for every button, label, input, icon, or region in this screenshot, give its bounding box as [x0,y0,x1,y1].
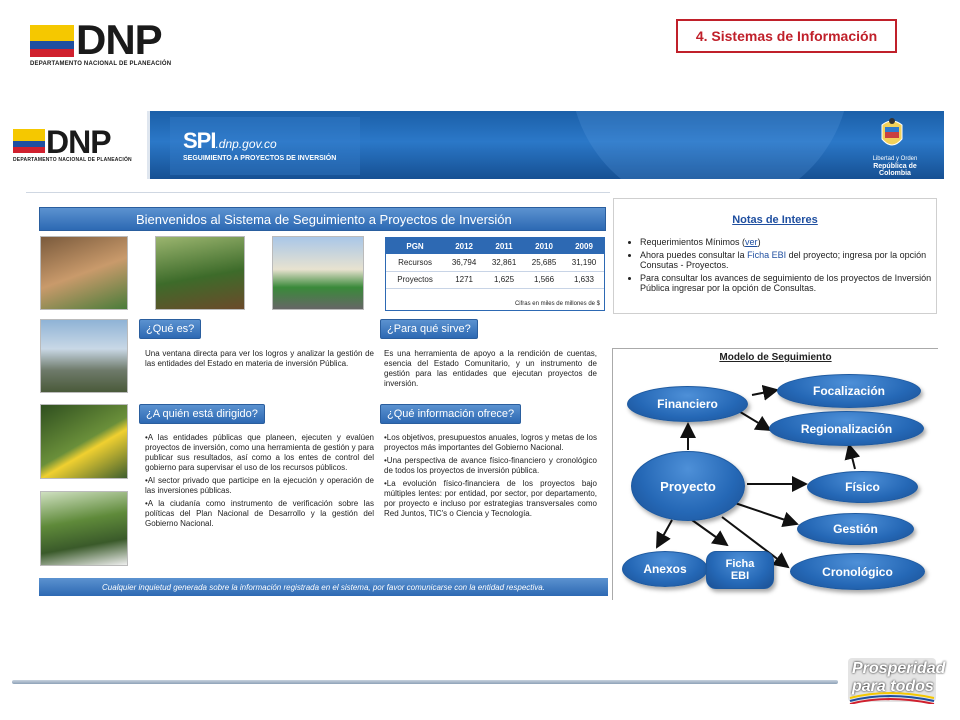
notas-panel [613,198,937,314]
colombia-flag-icon [30,25,74,57]
stats-header: PGN [386,238,444,254]
stats-cell: 1,633 [564,271,604,288]
coat-caption-1: Libertad y Orden [872,156,918,162]
notas-item-text: Requerimientos Mínimos ( [640,237,746,247]
coat-caption [860,156,930,177]
stats-cell: 31,190 [564,254,604,271]
coat-caption-2: República de Colombia [873,163,917,177]
welcome-title: Bienvenidos al Sistema de Seguimiento a Proyectos de Inversión [39,207,606,231]
stats-cell: 36,794 [444,254,484,271]
coat-of-arms-icon [877,117,907,153]
list-item: •Los objetivos, presupuestos anuales, logros y metas de los proyectos más importantes del Gobierno Nacional. [384,433,597,452]
modelo-title: Modelo de Seguimiento [719,352,832,363]
ficha-ebi-link[interactable]: Ficha EBI [747,249,787,260]
stats-cell: Proyectos [386,271,444,288]
node-ficha-ebi[interactable]: Ficha EBI [706,551,774,589]
spi-text: SPI [183,128,216,153]
node-cronologico[interactable]: Cronológico [790,553,925,590]
spi-title [183,128,277,154]
que-info-heading: ¿Qué información ofrece? [380,404,521,424]
notas-title[interactable]: Notas de Interes [732,214,818,226]
stats-header: 2012 [444,238,484,254]
node-fisico[interactable]: Físico [807,471,918,503]
list-item: •La evolución físico-financiera de los proyectos bajo múltiples lentes: por entidad, por sector, por departamento, por proyecto e incluso por estrategias transversales como Red Juntos, TIC's o Ciencia y Tecnología. [384,479,597,518]
family-photo [40,236,128,310]
stats-cell: 32,861 [484,254,524,271]
notas-item [640,237,932,248]
stats-cell: 1271 [444,271,484,288]
que-es-heading: ¿Qué es? [139,319,201,339]
dnp-subtitle: DEPARTAMENTO NACIONAL DE PLANEACIÓN [30,61,172,67]
node-focalizacion[interactable]: Focalización [777,374,921,408]
notas-item-text: del proyecto; ingresa por la opción Consutas - Proyectos. [640,249,927,270]
table-row [386,271,604,288]
ver-link[interactable]: ver [745,237,758,247]
dnp-wordmark: DNP [76,16,162,63]
para-que-heading: ¿Para qué sirve? [380,319,478,339]
brand-line-1: Prosperidad [852,660,946,677]
list-item: •A las entidades públicas que planeen, ejecuten y evalúen proyectos de inversión, como una herramienta de gestión y para publicar sus resultados, así como a los entes de control del gobierno para supervisar el uso de los recursos públicos. [145,433,374,472]
list-item: •A la ciudanía como instrumento de verificación sobre las políticas del Plan Nacional de Desarrollo y la gestión del Gobierno Nacional. [145,499,374,528]
table-row [386,254,604,271]
bus-photo [272,236,364,310]
farmers-photo [155,236,245,310]
spi-subtitle: SEGUIMIENTO A PROYECTOS DE INVERSIÓN [183,155,337,162]
pgn-stats-table [385,237,605,311]
banner-dnp-wordmark: DNP [46,124,111,160]
pipeline-photo [40,404,128,479]
contact-footer: Cualquier inquietud generada sobre la información registrada en el sistema, por favor comunicarse con la entidad respectiva. [39,578,608,596]
que-es-text: Una ventana directa para ver los logros y analizar la gestión de las entidades del Estado en materia de inversión Pública. [145,349,374,368]
node-proyecto[interactable]: Proyecto [631,451,745,521]
banner-flag-icon [13,129,45,153]
spi-domain: .dnp.gov.co [215,137,277,151]
stats-header: 2011 [484,238,524,254]
brand-line-2: para todos [852,678,934,695]
section-label: 4. Sistemas de Información [676,19,897,53]
banner-dnp-subtitle: DEPARTAMENTO NACIONAL DE PLANEACIÓN [13,157,132,163]
notas-item-text: ) [757,237,761,247]
node-financiero[interactable]: Financiero [627,386,748,422]
stats-header: 2010 [524,238,564,254]
node-gestion[interactable]: Gestión [797,513,914,545]
bottom-divider [12,680,838,684]
worker-photo [40,491,128,566]
para-que-text: Es una herramienta de apoyo a la rendición de cuentas, esencia del Estado Comunitario, y un instrumento de gestión para las entidades que ejecutan proyectos de inversión. [384,349,597,388]
stats-cell: 1,566 [524,271,564,288]
node-anexos[interactable]: Anexos [622,551,708,587]
list-item: •Al sector privado que participe en la ejecución y operación de las inversiones públicas. [145,476,374,495]
stats-cell: 1,625 [484,271,524,288]
notas-item: • Para consultar los avances de seguimiento de los proyectos de Inversión Pública ingresar por la opción de Consultas. [640,273,932,294]
a-quien-text [145,433,374,532]
stats-note: Cifras en miles de millones de $ [514,301,600,307]
list-item: •Una perspectiva de avance físico-financiero y cronológico de todos los proyectos de inversión pública. [384,456,597,475]
stats-cell: Recursos [386,254,444,271]
spi-banner [4,111,944,179]
jet-photo [40,319,128,393]
node-regionalizacion[interactable]: Regionalización [769,411,924,446]
a-quien-heading: ¿A quién está dirigido? [139,404,265,424]
stats-header: 2009 [564,238,604,254]
que-info-text [384,433,597,522]
notas-item [640,250,932,271]
notas-item-text: Ahora puedes consultar la [640,249,748,260]
stats-cell: 25,685 [524,254,564,271]
